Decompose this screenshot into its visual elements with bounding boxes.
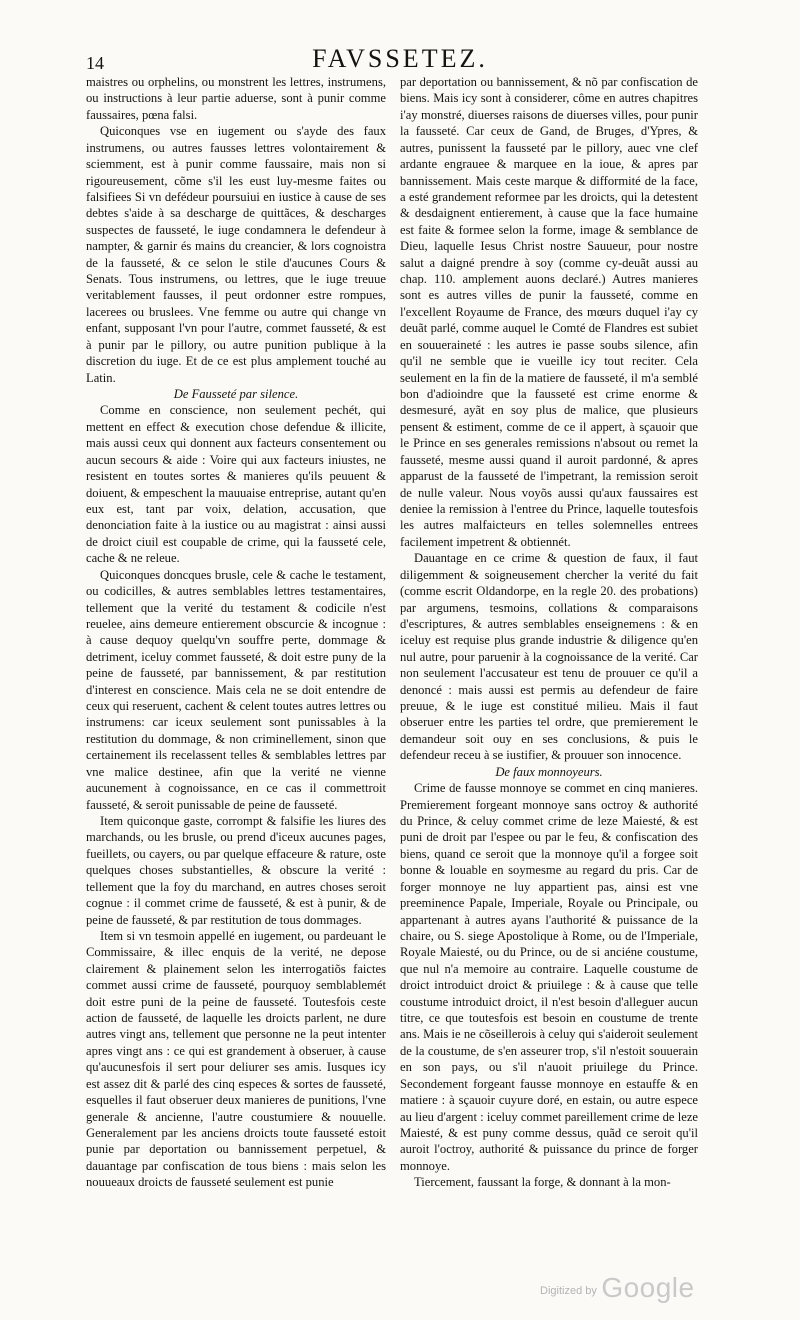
page-number: 14 xyxy=(86,53,104,73)
continued-paragraph: par deportation ou bannissement, & nõ par confiscation de biens. Mais icy sont à considerer, côme en autres chapitres i'ay monstré, diuerses raisons de diuerses villes, pour punir la fausseté. Car ceux de Gand, de Bruges, d'Ypres, & autres, punissent la fausseté par le pillory, auec vne clef ardante engrauee & marquee en la ioue, & apres par bannissement. Mais ceste marque & difformité de la face, a esté grandement reformee par les droicts, qui la detestent & desdaignent entierement, à cause que la face humaine est faite & formee selon la forme, image & semblance de Dieu, laquelle Iesus Christ nostre Sauueur, pour nostre salut a daigné prendre à soy (comme cy-deuãt aussi au chap. 110. amplement auons declaré.) Autres manieres sont es autres villes de punir la fausseté, comme en l'excellent Royaume de France, des mœurs duquel i'ay cy deuãt parlé, comme auquel le Comté de Flandres est subiet en souueraineté : les autres ie passe soubs silence, afin qu'il ne semble que ie vueille icy tout reciter. Cela seulement en la fin de la matiere de fausseté, il m'a semblé bon d'adioindre que la fausseté est crime enorme & desmesuré, ayãt en soy plus de malice, que plusieurs pensent & estiment, comme de ce il appert, à sçauoir que le Prince en ses generales remissions n'absout ou remet la fausseté, mesme aussi quand il auroit pardonné, & apres apparust de la fausseté de l'impetrant, la remission seroit de nulle valeur. Nous voyõs aussi qu'aux faussaires est deniee la remission à l'entree du Prince, laquelle toutesfois les autres malfaicteurs en telles solemnelles entrees facilement impetrent & obtiennét. xyxy=(400,75,698,549)
watermark-prefix: Digitized by xyxy=(540,1285,597,1297)
running-title: FAVSSETEZ. xyxy=(312,44,488,73)
paragraph: Quiconques doncques brusle, cele & cache le testament, ou codicilles, & autres semblables lettres testamentaires, tellement que la verité du testament & codicile n'est reuelee, ains demeure entierement obscurcie & incognue : à cause dequoy quelqu'vn souffre perte, dommage & detriment, iceluy commet fausseté, & doit estre puny de la peine de fausseté, par bannissement, & par restitution d'interest en conscience. Mais cela ne se doit entendre de ceux qui reseruent, cachent & celent toutes autres lettres ou instrumens: car iceux seulement sont punissables à la restitution du dommage, & non criminellement, sinon que certainement ils recelassent telles & semblables lettres par vne malice destinee, afin que la verité ne vienne aucunement à cognoissance, en ce cas il commettroit fausseté, & seroit punissable de peine de fausseté. xyxy=(86,567,386,812)
right-text-column xyxy=(400,74,698,1191)
paragraph: Tiercement, faussant la forge, & donnant à la mon- xyxy=(414,1175,671,1190)
section-heading: De faux monnoyeurs. xyxy=(495,764,603,779)
paragraph: Item quiconque gaste, corrompt & falsifie les liures des marchands, ou les brusle, ou prend d'iceux aucunes pages, fueillets, ou cayers, ou par quelque effaceure & rature, oste quelques choses substantielles, & obscure la verité : tellement que la foy du marchand, en autres choses seroit cognue : il commet crime de fausseté, & est à punir, & de peine de fausseté, & par restitution de tous dommages. xyxy=(86,813,386,927)
continued-paragraph: maistres ou orphelins, ou monstrent les lettres, instrumens, ou instructions à leur partie aduerse, sont à punir comme faussaires, pœna falsi. xyxy=(86,75,386,122)
paragraph: Quiconques vse en iugement ou s'ayde des faux instrumens, ou autres fausses lettres volontairement & sciemment, est à punir comme faussaire, mais non si rigoureusement, cõme s'il les eust luy-mesme faites ou falsifiees Si vn defédeur poursuiui en iustice à cause de ses debtes s'aide à sa descharge de quittãces, & descharges suspectes de fausseté, le iuge condamnera le defendeur à nampter, & garnir és mains du creancier, & lors cognoistra de la fausseté, & ce selon le stile d'aucunes Cours & Senats. Tous instrumens, ou lettres, que le iuge treuue veritablement fausses, il peut ordonner estre rompues, lacerees ou bruslees. Vne femme ou autre qui change vn enfant, supposant l'vn pour l'autre, commet fausseté, & est à punir par le pillory, ou autre punition publique à la discretion du iuge. Et de ce est plus amplement touché au Latin. xyxy=(86,124,386,385)
left-text-column xyxy=(86,74,386,1191)
paragraph: Dauantage en ce crime & question de faux, il faut diligemment & soigneusement chercher la verité du fait (comme escrit Oldandorpe, en la regle 20. des probations) par argumens, tesmoins, collations & comparaisons d'escriptures, & autres semblables enseignemens : & en iceluy est requise plus grande industrie & diligence qu'en nul autre, pour paruenir à la cognoissance de la verité. Car non seulement l'accusateur est tenu de prouuer ce qu'il a denoncé : mais aussi est permis au defendeur de faire preuue, & le iuge est constitué milieu. Mais il faut obseruer entre les parties tel ordre, que premierement le demandeur soit ouy en ses conclusions, & puis le defendeur receu à se iustifier, & prouuer son innocence. xyxy=(400,551,698,763)
digitized-by-watermark xyxy=(540,1272,695,1304)
section-heading: De Fausseté par silence. xyxy=(173,387,299,402)
paragraph: Crime de fausse monnoye se commet en cinq manieres. Premierement forgeant monnoye sans octroy & authorité du Prince, & celuy commet crime de leze Maiesté, & est puni de droit par l'espee ou par le feu, & confiscation des biens, quand ce seroit que la monnoye qu'il a forgee soit bonne & louable en soymesme au regard du pris. Car de forger monnoye ne luy appartient pas, ainsi est vne preeminence Papale, Imperiale, Royale ou Principale, ou appartenant à autres ayans l'authorité & puissance de la chaire, ou S. siege Apostolique à Rome, ou de l'Imperiale, Royale Maiesté, ou du Prince, ou de si anciéne coustume, que nul n'a memoire au contraire. Laquelle coustume de droict introduict droict & priuilege : & à cause que telle coustume introduict droict, il n'est besoin d'alleguer aucun titre, ce que toutesfois est besoin en coustume de trente ans. Mais ie ne cõseillerois à celuy qui s'aideroit seulement de la coustume, de s'en asseurer trop, s'il n'estoit souuerain en son pays, ou s'il n'auoit priuilege du Prince. Secondement forgeant fausse monnoye en estauffe & en matiere : à sçauoir cuyure doré, en estain, ou autre espece au lieu d'argent : iceluy commet pareillement crime de leze Maiesté, & est puny comme dessus, quãd ce seroit qu'il auroit l'octroy, authorité & puissance du prince de forger monnoye. xyxy=(400,781,698,1173)
paragraph: Comme en conscience, non seulement pechét, qui mettent en effect & execution chose defendue & illicite, mais aussi ceux qui donnent aux facteurs consentement ou aucun secours & aide : Voire qui aux facteurs iniustes, ne resistent en toutes sortes & manieres qu'ils peuuent & doiuent, & empeschent la mauuaise entreprise, autant qu'en eux est, tant par voix, delation, accusation, que denonciation faite à la iustice ou au magistrat : ainsi aussi de droict ciuil est coupable de crime, qui la fausseté cele, cache & ne releue. xyxy=(86,403,386,566)
paragraph: Item si vn tesmoin appellé en iugement, ou pardeuant le Commissaire, & illec enquis de la verité, ne depose clairement & plainement selon les interrogatiõs faictes commet aussi crime de fausseté, pourquoy semblablemét doit estre puni de la peine de fausseté. Toutesfois ceste action de fausseté, de laquelle les droicts parlent, ne dure autres vingt ans, tellement que personne ne la peut intenter apres vingt ans : ce qui est grandement à obseruer, à cause qu'aucunesfois il sert pour deliurer ses amis. Iusques icy est assez dit & parlé des cinq especes & sortes de fausseté, esquelles il faut obseruer deux manieres de punitions, l'vne generale & ancienne, l'autre coustumiere & nouuelle. Generalement par les anciens droicts toute fausseté estoit punie par deportation ou bannissement perpetuel, & dauantage par confiscation de tous biens : mais selon les nouueaux droicts de fausseté seulement est punie xyxy=(86,928,386,1190)
google-logo: Google xyxy=(601,1272,695,1303)
